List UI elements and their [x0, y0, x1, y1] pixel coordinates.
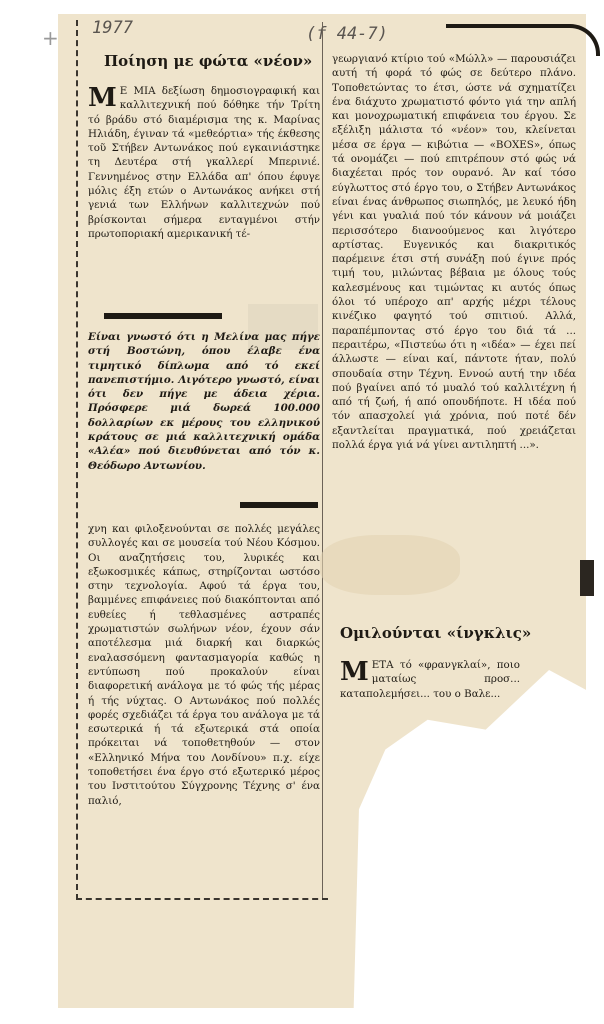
article-continuation: χνη και φιλοξενούνται σε πολλές μεγάλες συλλογές και σε μουσεία τού Νέου Κόσμου. Οι αναζητήσεις του, λυρικές και εξωκοσμικές κάπως, στηρίζονται ωστόσο στην τεχνολογία. Αφού τά έργα του, βαμμένες επιφάνειες πού διακόπτονται από ευθείες ή τεθλασμένες αστραπές χρωματιστών σωλήνων νέον, έχουν σάν αποτέλεσμα μιά διαρκή και διαρκώς εναλασσόμενη φαντασμαγορία καθώς η εντύπωση πού προκαλούν είναι διαφορετική ανάλογα με τό φώς τής μέρας ή τής νύχτας. Ο Αντωνάκος πού πολλές φορές σχεδιάζει τά έργα του ανάλογα με τά εσωτερικά ή τά εξωτερικά στά οποία πρόκειται νά τοποθετηθούν — στον «Ελληνικό Μήνα του Λονδίνου» π.χ. είχε τοποθετήσει ένα έργο στό εξωτερικό μέρος του Ινστιτούτου Σύγχρονης Τέχνης σ' ένα παλιό, [88, 523, 320, 807]
handwritten-year: 1977 [92, 18, 133, 38]
cut-line-left [76, 20, 78, 900]
article-intro [88, 84, 320, 241]
cut-line-bottom [76, 898, 328, 900]
intro-text: Ε ΜΙΑ δεξίωση δημοσιογραφική και καλλιτεχνική πού δόθηκε τήν Τρίτη τό βράδυ στό διαμέρισμα της κ. Μαρίνας Ηλιάδη, έγιναν τά «μεθεόρτια» τής έκθεσης τοῦ Στήβεν Αντωνάκος πού εγκαινιάστηκε τη Δευτέρα στή γκαλλερί Μπερινιέ. Γεννημένος στην Ελλάδα απ' όπου έφυγε μόλις έξη ετών ο Αντωνάκος ανήκει στή γενιά των Ελλήνων καλλιτεχνών πού βρίσκονται σήμερα ενταγμένοι στήν πρωτοποριακή αμερικανική τέ- [88, 85, 320, 240]
paper-stain [320, 535, 460, 595]
right-column: γεωργιανό κτίριο τού «Μώλλ» — παρουσιάζει αυτή τή φορά τό φώς σε δεύτερο πλάνο. Τοποθετώντας το έτσι, ώστε νά σχηματίζει ένα διάχυτο χρωματιστό φόντο γιά την απλή και μονοχρωματική επιφάνεια του έργου. Σε εξέλιξη μάλιστα τό «νέον» του, κλείνεται μέσα σε έργα — κιβώτια — «BOXES», όπως τά ονομάζει — πού επιτρέπουν στό φώς νά διαχέεται πρός τον ουρανό. Άν καί τόσο εύγλωττος στό έργο του, ο Στήβεν Αντωνάκος είναι ένας άνθρωπος σιωπηλός, με λευκό ήδη γένι και γυαλιά πού τόν κάνουν νά μοιάζει περισσότερο διανοούμενος και λιγότερο αρτίστας. Ευγενικός και διακριτικός παρέμεινε έτσι στή συνάξη πού έγινε πρός τιμή του, μιλώντας βέβαια με όλους τούς καλεσμένους και τιμώντας κι αυτός όπως όλοι τό υπέροχο απ' αρχής μέχρι τέλους κινέζικο φαγητό τού σπιτιού. Αλλά, παραπέμποντας στό έργο του διά τά ... περαιτέρω, «Πιστεύω ότι η «ιδέα» — έχει πεί άλλωστε — είναι καί, πάντοτε ήταν, πολύ σπουδαία στην Τέχνη. Εννοώ αυτή την ιδέα πού βγαίνει από τό μυαλό τού καλλιτέχνη ή από τή ζωή, ή από οπουδήποτε. Η ιδέα πού τόν απασχολεί γιά χρόνια, πού ποτέ δέν εξαντλείται πραγματικά, πού χρειάζεται πολλά έργα γιά νά γίνει αντιληπτή ...». [332, 53, 576, 452]
sidebar-note: Είναι γνωστό ότι η Μελίνα μας πήγε στή Βοστώνη, όπου έλαβε ένα τιμητικό δίπλωμα από τό εκεί πανεπιστήμιο. Λιγότερο γνωστό, είναι ότι δεν πήγε με άδεια χέρια. Πρόσφερε μιά δωρεά 100.000 δολλαρίων εκ μέρους του ελληνικού κράτους σε μιά καλλιτεχνική ομάδα «Αλέα» πού διευθύνεται από τόν κ. Θεόδωρο Αντωνίου. [88, 331, 320, 472]
article2-text: ΕΤΑ τό «φρανγκλαί», ποιο ματαίως προσ... καταπολεμήσει... του ο Βαλε... [340, 659, 520, 700]
drop-cap: Μ [88, 83, 117, 113]
section-bar [104, 313, 222, 319]
article2-title: Ομιλούνται «ίνγκλις» [340, 624, 532, 642]
article2-body [340, 658, 520, 701]
drop-cap-2: Μ [340, 657, 369, 687]
torn-edge-mark [580, 560, 594, 596]
article-title: Ποίηση με φώτα «νέον» [104, 52, 313, 70]
handwritten-archive-code: (f 44-7) [306, 24, 388, 44]
column-divider [322, 22, 323, 898]
registration-mark: + [42, 26, 59, 50]
section-bar-bottom [240, 502, 318, 508]
